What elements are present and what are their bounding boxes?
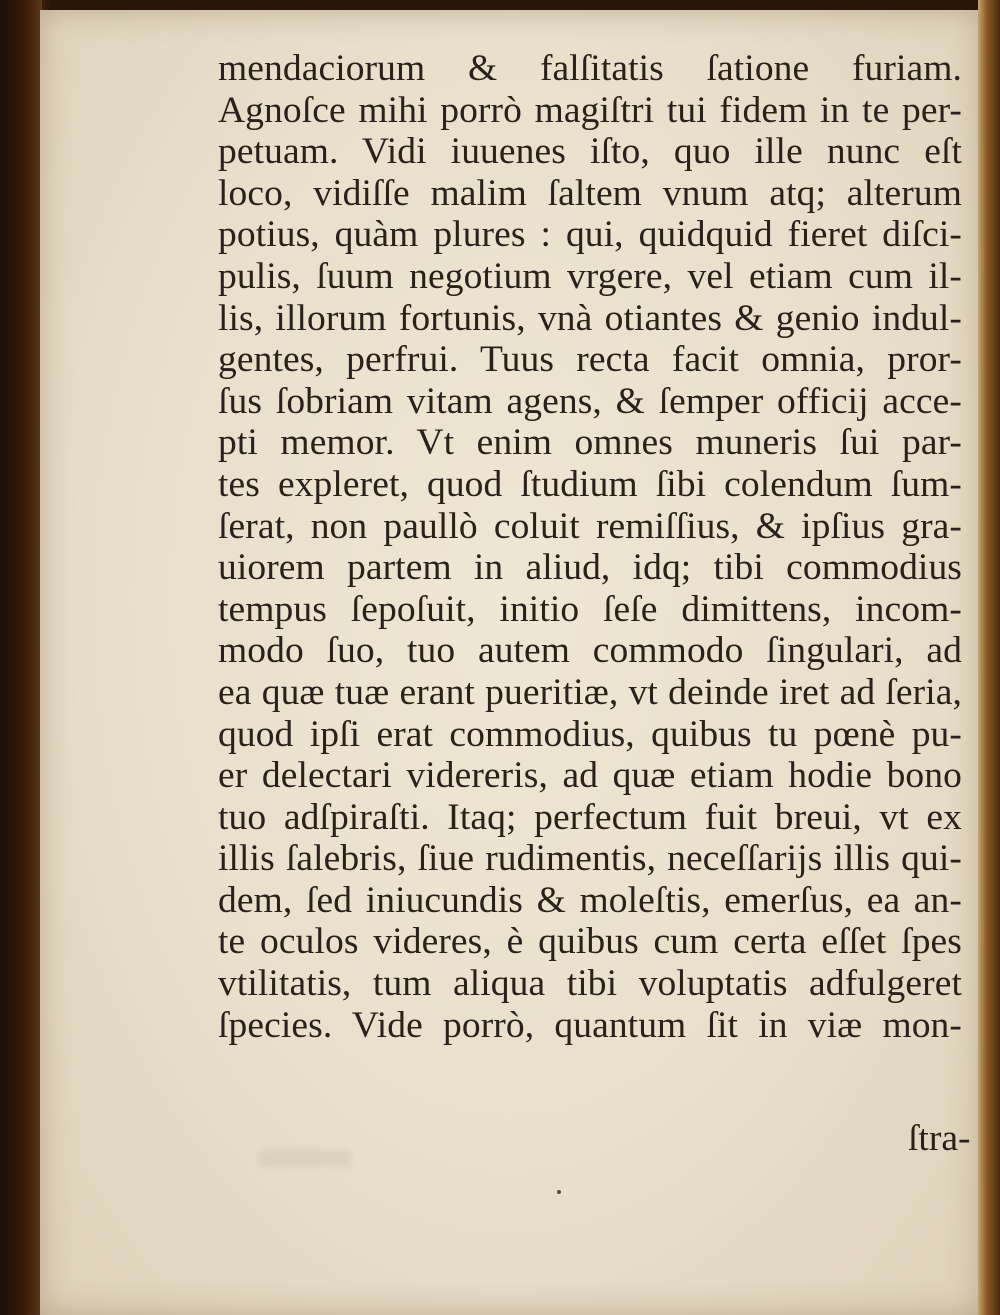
paper-speck: [557, 1190, 561, 1194]
text-line: ea quæ tuæ erant pueritiæ, vt deinde iret ad ſeria,: [218, 671, 962, 713]
text-line: petuam. Vidi iuuenes iſto, quo ille nunc eſt: [218, 131, 962, 173]
text-line: er delectari videreris, ad quæ etiam hodie bono: [218, 755, 962, 797]
text-line: lis, illorum fortunis, vnà otiantes & genio indul-: [218, 297, 962, 339]
text-line: loco, vidiſſe malim ſaltem vnum atq; alterum: [218, 172, 962, 214]
page-fore-edge: [978, 0, 1000, 1315]
text-line: ſerat, non paullò coluit remiſſius, & ipſius gra-: [218, 505, 962, 547]
text-line: tes expleret, quod ſtudium ſibi colendum ſum-: [218, 463, 962, 505]
text-line: tempus ſepoſuit, initio ſeſe dimittens, incom-: [218, 588, 962, 630]
text-line: vtilitatis, tum aliqua tibi voluptatis adfulgeret: [218, 963, 962, 1005]
text-line: mendaciorum & falſitatis ſatione furiam.: [218, 48, 962, 89]
text-line: illis ſalebris, ſiue rudimentis, neceſſarijs illis qui-: [218, 838, 962, 880]
catchword: ſtra-: [908, 1118, 971, 1159]
text-line: te oculos videres, è quibus cum certa eſſet ſpes: [218, 921, 962, 963]
text-line: pulis, ſuum negotium vrgere, vel etiam cum il-: [218, 255, 962, 297]
body-text: [218, 48, 962, 1046]
ink-bleed-through: [260, 1150, 350, 1166]
text-line: pti memor. Vt enim omnes muneris ſui par-: [218, 422, 962, 464]
text-line: ſpecies. Vide porrò, quantum ſit in viæ mon-: [218, 1004, 962, 1046]
text-line: Agnoſce mihi porrò magiſtri tui fidem in te per-: [218, 89, 962, 131]
text-line: dem, ſed iniucundis & moleſtis, emerſus, ea an-: [218, 879, 962, 921]
binding-edge: [0, 0, 42, 1315]
text-line: modo ſuo, tuo autem commodo ſingulari, ad: [218, 630, 962, 672]
text-line: quod ipſi erat commodius, quibus tu pœnè pu-: [218, 713, 962, 755]
text-line: tuo adſpiraſti. Itaq; perfectum fuit breui, vt ex: [218, 796, 962, 838]
text-line: gentes, perfrui. Tuus recta facit omnia, pror-: [218, 339, 962, 381]
text-line: uiorem partem in aliud, idq; tibi commodius: [218, 547, 962, 589]
text-line: potius, quàm plures : qui, quidquid fieret diſci-: [218, 214, 962, 256]
text-line: ſus ſobriam vitam agens, & ſemper officij acce-: [218, 380, 962, 422]
